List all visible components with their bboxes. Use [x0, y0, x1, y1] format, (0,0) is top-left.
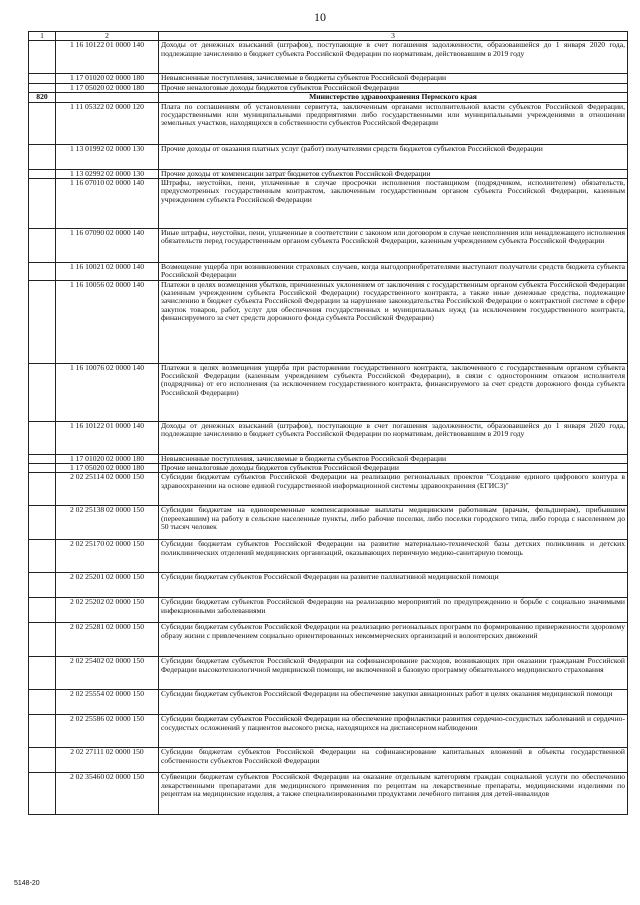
admin-code-cell: [29, 280, 56, 363]
description-cell: Невыясненные поступления, зачисляемые в бюджеты субъектов Российской Федерации: [159, 74, 628, 83]
revenue-code-cell: 2 02 25201 02 0000 150: [56, 573, 159, 598]
admin-code-cell: [29, 179, 56, 229]
description-cell: Субсидии бюджетам субъектов Российской Федерации на реализацию региональных программ по формированию приверженности здоровому образу жизни с привлечением социально ориентированных некоммерческих организаций и волонтерских движений: [159, 623, 628, 657]
revenue-code-cell: 2 02 25114 02 0000 150: [56, 473, 159, 506]
table-row: [29, 690, 628, 715]
revenue-code-cell: 2 02 25202 02 0000 150: [56, 598, 159, 623]
admin-code-cell: [29, 144, 56, 169]
revenue-code-cell: 1 13 02992 02 0000 130: [56, 169, 159, 178]
table-row: [29, 280, 628, 363]
description-cell: Субвенции бюджетам субъектов Российской Федерации на оказание отдельным категориям граждан социальной услуги по обеспечению лекарственными препаратами для медицинского применения по рецептам на лекарственные препараты, медицинскими изделиями по рецептам на медицинские изделия, а также специализированными продуктами лечебного питания для детей-инвалидов: [159, 773, 628, 815]
admin-code-cell: [29, 690, 56, 715]
description-cell: Платежи в целях возмещения ущерба при расторжении государственного контракта, заключенного с государственным органом субъекта Российской Федерации (казенным учреждением субъекта Российской Федерации), в связи с односторонним отказом исполнителя (подрядчика) от его исполнения (за исключением государственного контракта, финансируемого за счет средств дорожного фонда субъекта Российской Федерации): [159, 363, 628, 421]
table-row: [29, 540, 628, 573]
table-row: [29, 41, 628, 74]
revenue-code-cell: 1 17 05020 02 0000 180: [56, 83, 159, 92]
revenue-code-cell: 2 02 25554 02 0000 150: [56, 690, 159, 715]
revenue-code-cell: 1 17 05020 02 0000 180: [56, 464, 159, 473]
description-cell: Субсидии бюджетам субъектов Российской Федерации на реализацию мероприятий по предупреждению и борьбе с социально значимыми инфекционными заболеваниями: [159, 598, 628, 623]
admin-code-cell: [29, 83, 56, 92]
description-cell: Субсидии бюджетам субъектов Российской Федерации на обеспечение профилактики развития сердечно-сосудистых заболеваний и сердечно-сосудистых осложнений у пациентов высокого риска, находящихся на диспансерном наблюдении: [159, 715, 628, 748]
table-row: [29, 229, 628, 263]
table-row: [29, 657, 628, 690]
revenue-code-cell: 1 16 07090 02 0000 140: [56, 229, 159, 263]
table-row: [29, 421, 628, 454]
table-row: [29, 144, 628, 169]
revenue-code-cell: 1 17 01020 02 0000 180: [56, 454, 159, 463]
description-cell: Прочие неналоговые доходы бюджетов субъектов Российской Федерации: [159, 464, 628, 473]
revenue-code-cell: 2 02 25170 02 0000 150: [56, 540, 159, 573]
admin-code-cell: [29, 169, 56, 178]
table-row: [29, 623, 628, 657]
description-cell: Министерство здравоохранения Пермского края: [159, 92, 628, 102]
table-row: [29, 102, 628, 144]
admin-code-cell: [29, 573, 56, 598]
table-row: [29, 715, 628, 748]
revenue-code-cell: 2 02 27111 02 0000 150: [56, 748, 159, 773]
revenue-code-cell: 2 02 25402 02 0000 150: [56, 657, 159, 690]
description-cell: Возмещение ущерба при возникновении страховых случаев, когда выгодоприобретателями выступают получатели средств бюджета субъекта Российской Федерации: [159, 263, 628, 281]
table-row: [29, 473, 628, 506]
admin-code-cell: [29, 464, 56, 473]
admin-code-cell: [29, 473, 56, 506]
admin-code-cell: [29, 623, 56, 657]
description-cell: Плата по соглашениям об установлении сервитута, заключенным органами исполнительной власти субъектов Российской Федерации, государственными или муниципальными предприятиями либо государственными или муниципальными учреждениями в отношении земельных участков, находящихся в собственности субъектов Российской Федерации: [159, 102, 628, 144]
table-row: [29, 363, 628, 421]
header-col-2: 2: [56, 32, 159, 41]
admin-code-cell: [29, 540, 56, 573]
revenue-code-cell: 2 02 25281 02 0000 150: [56, 623, 159, 657]
admin-code-cell: [29, 715, 56, 748]
revenue-code-cell: 1 11 05322 02 0000 120: [56, 102, 159, 144]
description-cell: Платежи в целях возмещения убытков, причиненных уклонением от заключения с государственным органом субъекта Российской Федерации (казенным учреждением субъекта Российской Федерации) государственного контракта, а также иные денежные средства, подлежащие зачислению в бюджет субъекта Российской Федерации за нарушение законодательства Российской Федерации о контрактной системе в сфере закупок товаров, работ, услуг для обеспечения государственных и муниципальных нужд (за исключением государственного контракта, финансируемого за счет средств дорожного фонда субъекта Российской Федерации): [159, 280, 628, 363]
ministry-header-row: [29, 92, 628, 102]
header-col-3: 3: [159, 32, 628, 41]
description-cell: Доходы от денежных взысканий (штрафов), поступающие в счет погашения задолженности, образовавшейся до 1 января 2020 года, подлежащие зачислению в бюджет субъекта Российской Федерации по нормативам, действовавшим в 2019 году: [159, 421, 628, 454]
admin-code-cell: [29, 773, 56, 815]
revenue-code-cell: 1 16 10056 02 0000 140: [56, 280, 159, 363]
table-row: [29, 573, 628, 598]
revenue-code-cell: 2 02 25138 02 0000 150: [56, 506, 159, 540]
admin-code-cell: [29, 41, 56, 74]
admin-code-cell: [29, 657, 56, 690]
table-row: [29, 506, 628, 540]
description-cell: Субсидии бюджетам субъектов Российской Федерации на софинансирование капитальных вложений в объекты государственной собственности субъектов Российской Федерации: [159, 748, 628, 773]
admin-code-cell: [29, 421, 56, 454]
admin-code-cell: [29, 748, 56, 773]
description-cell: Прочие доходы от оказания платных услуг (работ) получателями средств бюджетов субъектов Российской Федерации: [159, 144, 628, 169]
revenue-code-cell: 2 02 35460 02 0000 150: [56, 773, 159, 815]
description-cell: Невыясненные поступления, зачисляемые в бюджеты субъектов Российской Федерации: [159, 454, 628, 463]
revenue-code-cell: 1 13 01992 02 0000 130: [56, 144, 159, 169]
description-cell: Прочие неналоговые доходы бюджетов субъектов Российской Федерации: [159, 83, 628, 92]
header-col-1: 1: [29, 32, 56, 41]
description-cell: Прочие доходы от компенсации затрат бюджетов субъектов Российской Федерации: [159, 169, 628, 178]
admin-code-cell: [29, 363, 56, 421]
table-row: [29, 179, 628, 229]
description-cell: Штрафы, неустойки, пени, уплаченные в случае просрочки исполнения поставщиком (подрядчиком, исполнителем) обязательств, предусмотренных государственным контрактом, заключенным государственным органом субъекта Российской Федерации, казенным учреждением субъекта Российской Федерации: [159, 179, 628, 229]
description-cell: Субсидии бюджетам субъектов Российской Федерации на обеспечение закупки авиационных работ в целях оказания медицинской помощи: [159, 690, 628, 715]
revenue-code-cell: 1 16 10076 02 0000 140: [56, 363, 159, 421]
document-footer-code: 5148-20: [14, 880, 40, 887]
description-cell: Субсидии бюджетам на единовременные компенсационные выплаты медицинским работникам (врачам, фельдшерам), прибывшим (переехавшим) на работу в сельские населенные пункты, либо рабочие поселки, либо поселки городского типа, либо города с населением до 50 тысяч человек: [159, 506, 628, 540]
description-cell: Иные штрафы, неустойки, пени, уплаченные в соответствии с законом или договором в случае неисполнения или ненадлежащего исполнения обязательств перед государственным органом субъекта Российской Федерации, казенным учреждением субъекта Российской Федерации: [159, 229, 628, 263]
revenue-code-cell: 1 16 10122 01 0000 140: [56, 421, 159, 454]
admin-code-cell: [29, 263, 56, 281]
revenue-code-cell: 2 02 25586 02 0000 150: [56, 715, 159, 748]
description-cell: Субсидии бюджетам субъектов Российской Федерации на реализацию региональных проектов "Создание единого цифрового контура в здравоохранении на основе единой государственной информационной системы здравоохранения (ЕГИСЗ)": [159, 473, 628, 506]
table-row: [29, 263, 628, 281]
admin-code-cell: [29, 229, 56, 263]
description-cell: Субсидии бюджетам субъектов Российской Федерации на софинансирование расходов, возникающих при оказании гражданам Российской Федерации высокотехнологичной медицинской помощи, не включенной в базовую программу обязательного медицинского страхования: [159, 657, 628, 690]
revenue-code-cell: 1 17 01020 02 0000 180: [56, 74, 159, 83]
admin-code-cell: [29, 598, 56, 623]
admin-code-cell: [29, 506, 56, 540]
page-number: 10: [314, 10, 326, 24]
table-row: [29, 748, 628, 773]
admin-code-cell: 820: [29, 92, 56, 102]
revenue-code-cell: 1 16 10021 02 0000 140: [56, 263, 159, 281]
admin-code-cell: [29, 102, 56, 144]
admin-code-cell: [29, 454, 56, 463]
description-cell: Субсидии бюджетам субъектов Российской Федерации на развитие материально-технической базы детских поликлиник и детских поликлинических отделений медицинских организаций, оказывающих первичную медико-санитарную помощь: [159, 540, 628, 573]
revenue-code-cell: [56, 92, 159, 102]
description-cell: Доходы от денежных взысканий (штрафов), поступающие в счет погашения задолженности, образовавшейся до 1 января 2020 года, подлежащие зачислению в бюджет субъекта Российской Федерации по нормативам, действовавшим в 2019 году: [159, 41, 628, 74]
revenue-codes-table: [28, 31, 628, 815]
description-cell: Субсидии бюджетам субъектов Российской Федерации на развитие паллиативной медицинской помощи: [159, 573, 628, 598]
table-row: [29, 74, 628, 83]
admin-code-cell: [29, 74, 56, 83]
revenue-code-cell: 1 16 10122 01 0000 140: [56, 41, 159, 74]
table-row: [29, 773, 628, 815]
table-row: [29, 598, 628, 623]
revenue-code-cell: 1 16 07010 02 0000 140: [56, 179, 159, 229]
table-row: [29, 83, 628, 92]
